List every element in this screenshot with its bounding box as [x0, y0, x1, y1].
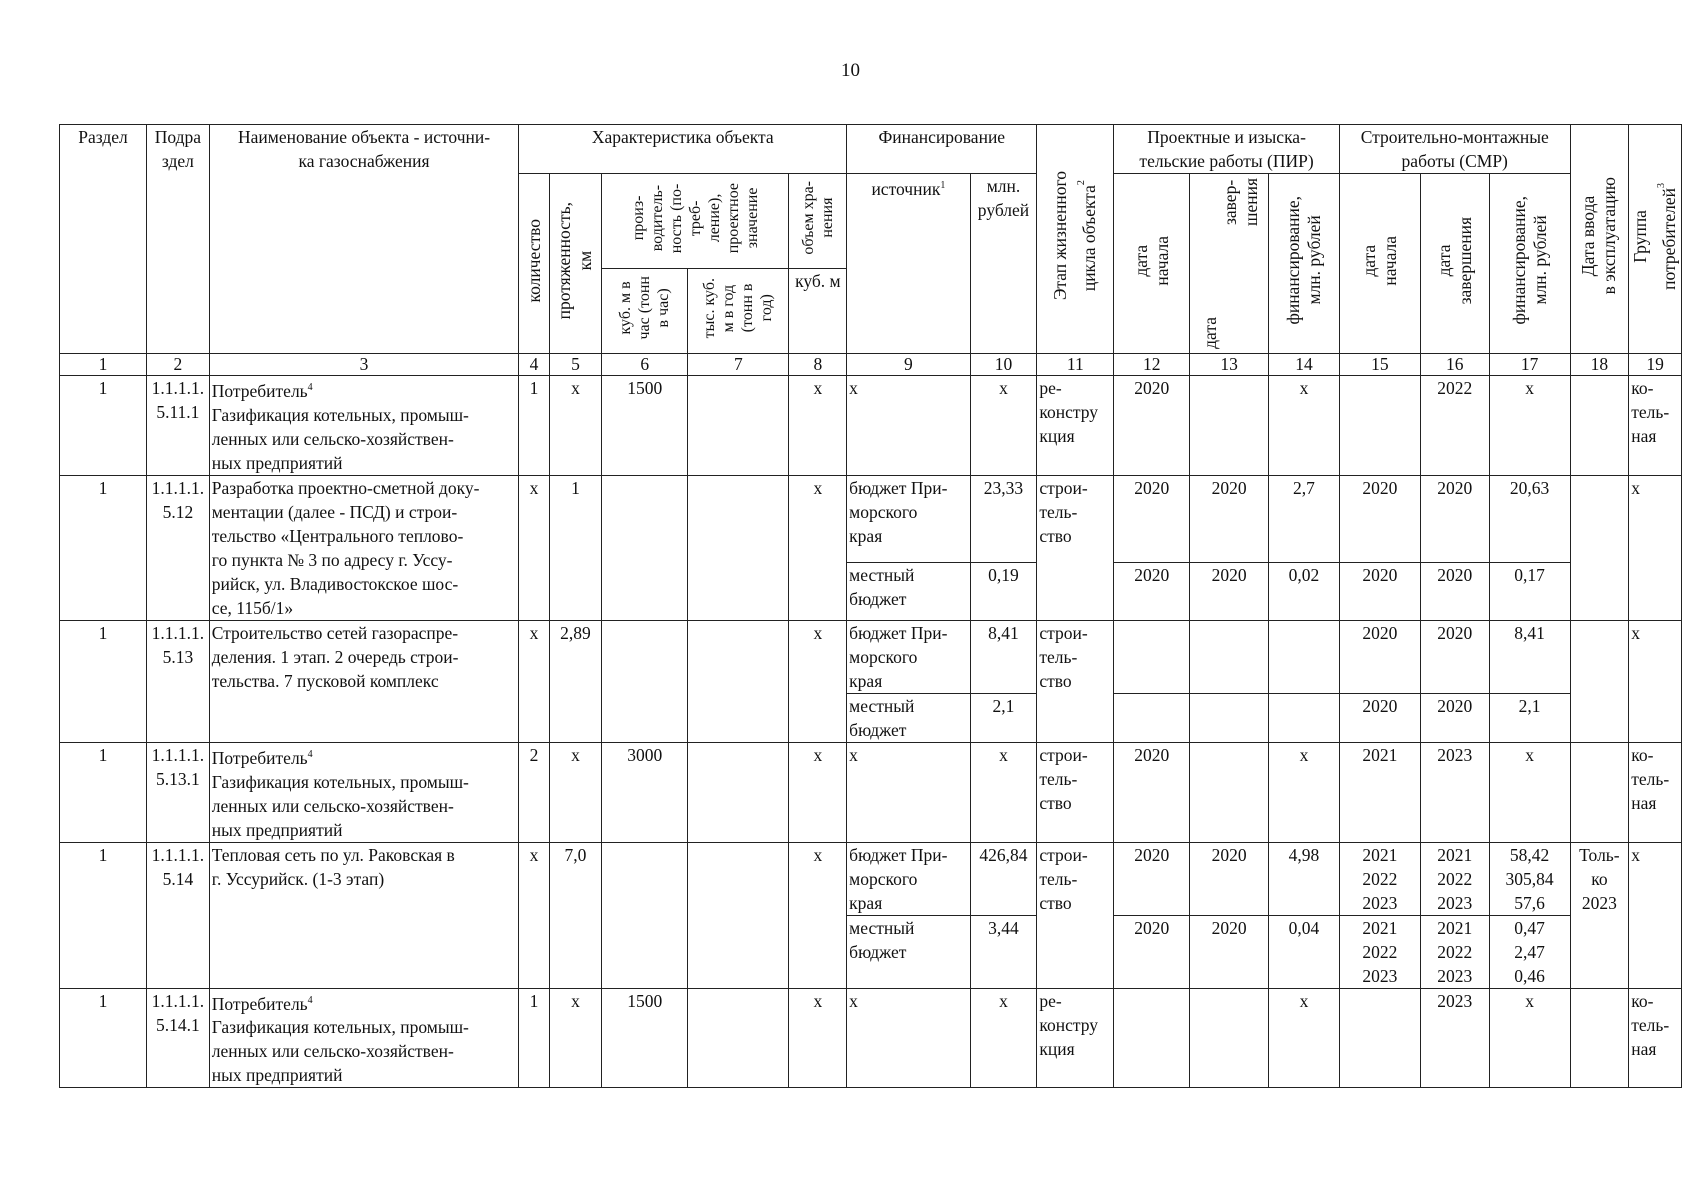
row-name [209, 620, 519, 742]
column-number: 12 [1114, 354, 1190, 376]
row-smr-start: 2021 2022 2023 [1339, 915, 1420, 988]
row-istochnik: местный бюджет [847, 693, 970, 742]
row-razdel: 1 [60, 376, 147, 476]
header-tys-kub-god [688, 269, 789, 354]
header-pir-data-nachala-text: дата начала [1130, 235, 1172, 286]
row-podrazdel: 1.1.1.1. 5.14.1 [147, 988, 210, 1088]
row-gruppa: x [1629, 475, 1682, 620]
row-kolichestvo: x [519, 842, 549, 988]
column-number: 2 [147, 354, 210, 376]
row-tys-kub [688, 620, 789, 742]
row-podrazdel: 1.1.1.1. 5.13 [147, 620, 210, 742]
row-mln-rubley: x [970, 376, 1037, 476]
column-number: 19 [1629, 354, 1682, 376]
row-podrazdel: 1.1.1.1. 5.11.1 [147, 376, 210, 476]
column-number: 9 [847, 354, 970, 376]
row-istochnik: x [847, 742, 970, 842]
row-protyazhennost: 1 [549, 475, 602, 620]
row-pir-fin: 4,98 [1269, 842, 1340, 915]
column-number: 10 [970, 354, 1037, 376]
row-kub-chas [602, 475, 688, 620]
row-smr-fin: 58,42 305,84 57,6 [1489, 842, 1570, 915]
header-pir-data-nachala [1114, 174, 1190, 354]
header-smr-fin [1489, 174, 1570, 354]
header-razdel: Раздел [60, 125, 147, 354]
row-mln-rubley: 8,41 [970, 620, 1037, 693]
row-pir-fin: 0,02 [1269, 562, 1340, 620]
header-pir-zavershenie [1190, 174, 1269, 354]
column-number: 6 [602, 354, 688, 376]
row-data-vvoda [1570, 475, 1629, 620]
header-harakteristika: Характеристика объекта [519, 125, 847, 174]
header-smr-fin-text: финансирование, млн. рублей [1508, 196, 1550, 325]
row-smr-end: 2020 [1420, 693, 1489, 742]
row-protyazhennost: x [549, 376, 602, 476]
row-smr-fin: 2,1 [1489, 693, 1570, 742]
row-etap: строи- тель- ство [1037, 620, 1114, 742]
row-gruppa: x [1629, 842, 1682, 988]
header-naimenovanie: Наименование объекта - источни- ка газоснабжения [209, 125, 519, 354]
column-number: 7 [688, 354, 789, 376]
row-pir-start: 2020 [1114, 842, 1190, 915]
row-pir-fin: x [1269, 742, 1340, 842]
row-mln-rubley: 3,44 [970, 915, 1037, 988]
row-obem: x [789, 742, 847, 842]
table-row [60, 842, 1682, 915]
row-etap: ре- констру кция [1037, 988, 1114, 1088]
header-obem-text: объем хра- нения [799, 181, 836, 255]
column-number: 11 [1037, 354, 1114, 376]
row-data-vvoda [1570, 620, 1629, 742]
row-istochnik: x [847, 988, 970, 1088]
row-kub-chas [602, 620, 688, 742]
row-smr-end: 2020 [1420, 620, 1489, 693]
row-data-vvoda [1570, 742, 1629, 842]
row-kub-chas: 3000 [602, 742, 688, 842]
row-smr-end: 2021 2022 2023 [1420, 915, 1489, 988]
row-pir-end: 2020 [1190, 475, 1269, 562]
header-kub-m: куб. м [789, 269, 847, 354]
row-pir-start: 2020 [1114, 915, 1190, 988]
row-istochnik: x [847, 376, 970, 476]
row-smr-start [1339, 988, 1420, 1088]
header-kub-chas [602, 269, 688, 354]
row-pir-start [1114, 620, 1190, 693]
row-tys-kub [688, 475, 789, 620]
header-pir-zavershenie-data: дата [1200, 317, 1221, 349]
header-tys-kub-god-text: тыс. куб. м в год (тонн в год) [701, 277, 776, 339]
row-smr-fin: x [1489, 988, 1570, 1088]
table-row [60, 742, 1682, 842]
header-pir-fin-text: финансирование, млн. рублей [1282, 196, 1324, 325]
row-pir-fin: x [1269, 988, 1340, 1088]
row-podrazdel: 1.1.1.1. 5.12 [147, 475, 210, 620]
row-smr-start: 2021 2022 2023 [1339, 842, 1420, 915]
row-kolichestvo: x [519, 475, 549, 620]
header-obem [789, 174, 847, 269]
column-number: 1 [60, 354, 147, 376]
header-gruppa-sup: 3 [1656, 182, 1668, 188]
row-mln-rubley: x [970, 988, 1037, 1088]
row-tys-kub [688, 842, 789, 988]
column-number: 8 [789, 354, 847, 376]
row-mln-rubley: 23,33 [970, 475, 1037, 562]
header-pir-zavershenie-text: завер- шения [1220, 178, 1262, 227]
row-data-vvoda: Толь- ко 2023 [1570, 842, 1629, 988]
row-pir-start: 2020 [1114, 562, 1190, 620]
row-name-text: Газификация котельных, промыш- ленных или сельско-хозяйствен- ных предприятий [211, 404, 469, 473]
row-pir-end: 2020 [1190, 842, 1269, 915]
row-pir-end: 2020 [1190, 562, 1269, 620]
header-smr-data-zaversheniya [1420, 174, 1489, 354]
header-gruppa-text: Группа потребителей [1630, 187, 1680, 290]
row-etap: ре- констру кция [1037, 376, 1114, 476]
header-proizvoditelnost [602, 174, 789, 269]
row-pir-end [1190, 988, 1269, 1088]
page-number: 10 [841, 60, 860, 81]
row-smr-start: 2020 [1339, 693, 1420, 742]
row-obem: x [789, 842, 847, 988]
row-name-text: Строительство сетей газораспре- деления. 1 этап. 2 очередь строи- тельства. 7 пусковой комплекс [211, 622, 459, 691]
row-tys-kub [688, 376, 789, 476]
row-name-text: Разработка проектно-сметной доку- ментации (далее - ПСД) и строи- тельство «Центрального теплово- го пункта № 3 по адресу г. Уссу- рийск, ул. Владивостокское шос- се, 115б/1» [211, 477, 480, 618]
row-name [209, 742, 519, 842]
row-name-sup: 4 [307, 748, 313, 760]
row-etap: строи- тель- ство [1037, 842, 1114, 988]
row-name-sup: 4 [307, 994, 313, 1006]
table-row [60, 475, 1682, 562]
row-pir-end [1190, 693, 1269, 742]
table-row [60, 376, 1682, 476]
row-smr-end: 2022 [1420, 376, 1489, 476]
column-number: 5 [549, 354, 602, 376]
row-smr-fin: 0,47 2,47 0,46 [1489, 915, 1570, 988]
row-tys-kub [688, 742, 789, 842]
row-pir-start: 2020 [1114, 376, 1190, 476]
row-name [209, 842, 519, 988]
row-razdel: 1 [60, 842, 147, 988]
column-number: 4 [519, 354, 549, 376]
header-istochnik-sup: 1 [940, 180, 946, 191]
header-kolichestvo [519, 174, 549, 354]
row-name-sup: 4 [307, 382, 313, 393]
row-mln-rubley: 426,84 [970, 842, 1037, 915]
row-smr-end: 2023 [1420, 988, 1489, 1088]
header-data-vvoda-text: Дата ввода в эксплуатацию [1578, 177, 1620, 295]
row-smr-fin: 8,41 [1489, 620, 1570, 693]
row-mln-rubley: x [970, 742, 1037, 842]
column-number: 16 [1420, 354, 1489, 376]
row-kolichestvo: 1 [519, 988, 549, 1088]
row-podrazdel: 1.1.1.1. 5.13.1 [147, 742, 210, 842]
header-istochnik [847, 174, 970, 354]
column-number: 15 [1339, 354, 1420, 376]
row-pir-fin: 2,7 [1269, 475, 1340, 562]
gas-supply-table [59, 124, 1682, 1088]
header-etap-sup: 2 [1076, 180, 1088, 186]
row-kolichestvo: 1 [519, 376, 549, 476]
row-data-vvoda [1570, 376, 1629, 476]
row-obem: x [789, 620, 847, 742]
table-row [60, 620, 1682, 693]
header-podrazdel: Подра здел [147, 125, 210, 354]
column-number: 3 [209, 354, 519, 376]
header-kolichestvo-text: количество [523, 218, 544, 303]
row-pir-end [1190, 376, 1269, 476]
row-smr-end: 2021 2022 2023 [1420, 842, 1489, 915]
row-gruppa: ко- тель- ная [1629, 742, 1682, 842]
row-kolichestvo: x [519, 620, 549, 742]
row-protyazhennost: x [549, 988, 602, 1088]
row-razdel: 1 [60, 988, 147, 1088]
row-pir-fin: x [1269, 376, 1340, 476]
table-row [60, 988, 1682, 1088]
row-obem: x [789, 376, 847, 476]
row-name-text: Тепловая сеть по ул. Раковская в г. Уссурийск. (1-3 этап) [211, 844, 455, 889]
column-number: 17 [1489, 354, 1570, 376]
header-istochnik-text: источник [871, 178, 941, 199]
row-pir-start [1114, 988, 1190, 1088]
column-number: 13 [1190, 354, 1269, 376]
row-pir-fin [1269, 693, 1340, 742]
row-name-text: Газификация котельных, промыш- ленных или сельско-хозяйствен- ных предприятий [211, 771, 469, 840]
row-smr-fin: 20,63 [1489, 475, 1570, 562]
row-obem: x [789, 988, 847, 1088]
row-pir-fin: 0,04 [1269, 915, 1340, 988]
row-name [209, 475, 519, 620]
row-data-vvoda [1570, 988, 1629, 1088]
column-number: 18 [1570, 354, 1629, 376]
row-istochnik: бюджет При- морского края [847, 842, 970, 915]
row-protyazhennost: 7,0 [549, 842, 602, 988]
row-pir-end: 2020 [1190, 915, 1269, 988]
header-etap-text: Этап жизненного цикла объекта [1050, 171, 1100, 301]
row-smr-fin: x [1489, 376, 1570, 476]
row-razdel: 1 [60, 742, 147, 842]
header-finansirovanie: Финансирование [847, 125, 1037, 174]
row-podrazdel: 1.1.1.1. 5.14 [147, 842, 210, 988]
row-smr-start: 2020 [1339, 620, 1420, 693]
header-etap [1037, 125, 1114, 354]
row-pir-end [1190, 620, 1269, 693]
row-kub-chas: 1500 [602, 988, 688, 1088]
header-smr: Строительно-монтажные работы (СМР) [1339, 125, 1570, 174]
row-etap: строи- тель- ство [1037, 742, 1114, 842]
header-row-1 [60, 125, 1682, 174]
header-proizvoditelnost-text: произ- водитель- ность (по- треб- ление), проектное значение [629, 182, 761, 254]
header-protyazhennost [549, 174, 602, 354]
row-smr-start [1339, 376, 1420, 476]
row-pir-start [1114, 693, 1190, 742]
row-mln-rubley: 2,1 [970, 693, 1037, 742]
header-protyazhennost-text: протяженность, км [554, 201, 596, 320]
row-pir-start: 2020 [1114, 475, 1190, 562]
row-smr-end: 2020 [1420, 562, 1489, 620]
row-pir-end [1190, 742, 1269, 842]
header-data-vvoda [1570, 125, 1629, 354]
row-kolichestvo: 2 [519, 742, 549, 842]
row-kub-chas: 1500 [602, 376, 688, 476]
column-numbers-row [60, 354, 1682, 376]
row-gruppa: ко- тель- ная [1629, 988, 1682, 1088]
row-mln-rubley: 0,19 [970, 562, 1037, 620]
header-pir: Проектные и изыска- тельские работы (ПИР) [1114, 125, 1340, 174]
header-mln-rubley: млн. рублей [970, 174, 1037, 354]
row-istochnik: местный бюджет [847, 915, 970, 988]
row-name [209, 376, 519, 476]
row-name-prefix: Потребитель [211, 747, 308, 768]
row-razdel: 1 [60, 475, 147, 620]
row-obem: x [789, 475, 847, 620]
row-tys-kub [688, 988, 789, 1088]
row-istochnik: бюджет При- морского края [847, 620, 970, 693]
header-smr-data-nachala-text: дата начала [1358, 235, 1400, 286]
row-protyazhennost: x [549, 742, 602, 842]
header-smr-data-nachala [1339, 174, 1420, 354]
row-istochnik: бюджет При- морского края [847, 475, 970, 562]
header-gruppa [1629, 125, 1682, 354]
row-smr-end: 2023 [1420, 742, 1489, 842]
row-istochnik: местный бюджет [847, 562, 970, 620]
row-name-prefix: Потребитель [211, 993, 308, 1014]
header-pir-fin [1269, 174, 1340, 354]
header-smr-data-zaversheniya-text: дата завершения [1433, 216, 1475, 305]
row-smr-fin: x [1489, 742, 1570, 842]
row-smr-start: 2021 [1339, 742, 1420, 842]
row-gruppa: x [1629, 620, 1682, 742]
column-number: 14 [1269, 354, 1340, 376]
row-smr-start: 2020 [1339, 562, 1420, 620]
row-gruppa: ко- тель- ная [1629, 376, 1682, 476]
row-smr-end: 2020 [1420, 475, 1489, 562]
row-kub-chas [602, 842, 688, 988]
row-name-prefix: Потребитель [211, 380, 308, 401]
row-etap: строи- тель- ство [1037, 475, 1114, 620]
row-razdel: 1 [60, 620, 147, 742]
row-name [209, 988, 519, 1088]
row-smr-start: 2020 [1339, 475, 1420, 562]
row-smr-fin: 0,17 [1489, 562, 1570, 620]
header-kub-chas-text: куб. м в час (тонн в час) [617, 276, 673, 340]
row-pir-fin [1269, 620, 1340, 693]
row-name-text: Газификация котельных, промыш- ленных или сельско-хозяйствен- ных предприятий [211, 1017, 469, 1086]
row-pir-start: 2020 [1114, 742, 1190, 842]
row-protyazhennost: 2,89 [549, 620, 602, 742]
